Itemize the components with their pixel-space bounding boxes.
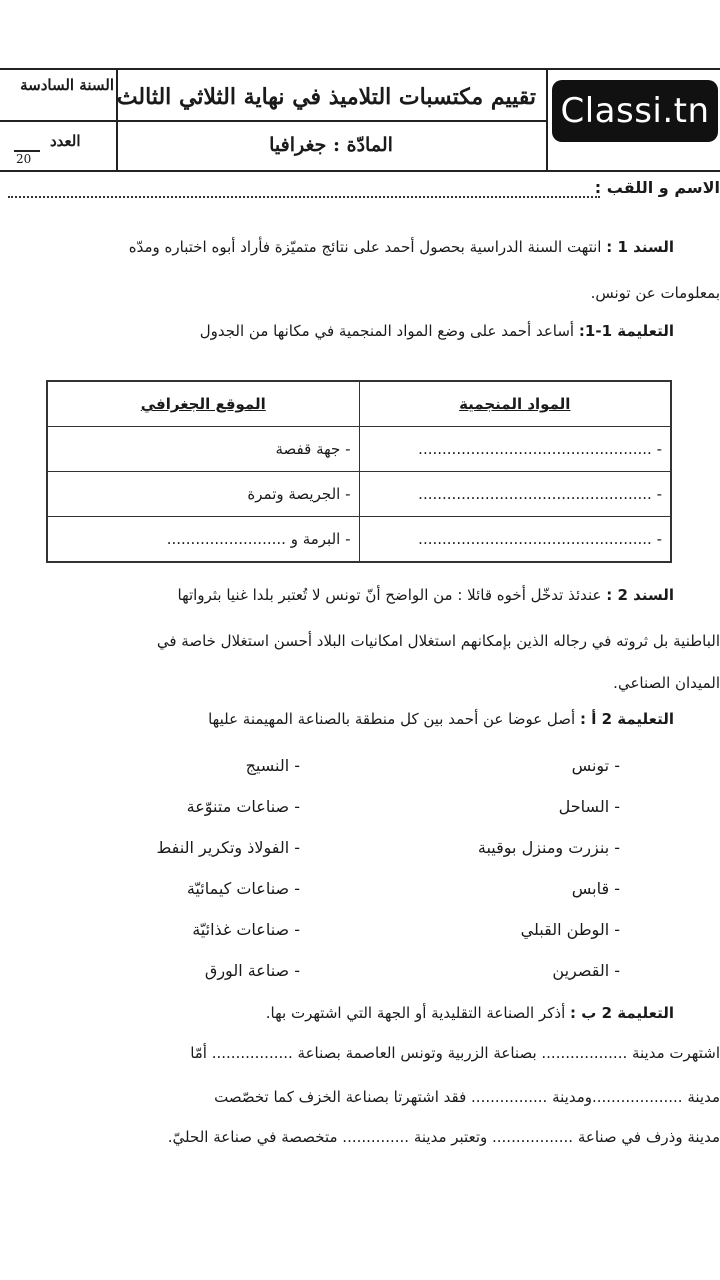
sanad2-label: السند 2 : xyxy=(606,586,674,604)
q2b-label: التعليمة 2 ب : xyxy=(570,1004,674,1022)
subject-label: المادّة : جغرافيا xyxy=(269,134,393,156)
q2a-text: أصل عوضا عن أحمد بين كل منطقة بالصناعة المهيمنة عليها xyxy=(208,710,576,728)
table-row xyxy=(47,517,671,563)
q2b-fill-line2[interactable]: مدينة ...................ومدينة ................ فقد اشتهرتا بصناعة الخزف كما تخصّصت xyxy=(214,1088,720,1106)
q2a-line xyxy=(208,710,674,728)
name-dotted-field[interactable] xyxy=(8,196,600,198)
region-item[interactable]: - تونس xyxy=(571,756,620,775)
region-item[interactable]: - قابس xyxy=(571,879,620,898)
industry-item[interactable]: - صناعات غذائيّة xyxy=(192,920,300,939)
industry-item[interactable]: - صناعات كيمائيّة xyxy=(186,879,300,898)
grade-label: السنة السادسة xyxy=(20,76,114,94)
header-border-mid xyxy=(0,120,548,122)
col-minerals-header: المواد المنجمية xyxy=(359,381,671,427)
q1-label: التعليمة 1-1: xyxy=(578,322,674,340)
classi-logo: Classi.tn xyxy=(552,80,718,142)
header-border-top xyxy=(0,68,720,70)
header-divider-right xyxy=(546,68,548,172)
industry-item[interactable]: - النسيج xyxy=(245,756,300,775)
region-item[interactable]: - القصرين xyxy=(552,961,620,980)
q1-text: أساعد أحمد على وضع المواد المنجمية في مكانها من الجدول xyxy=(199,322,575,340)
q2b-fill-line1[interactable]: اشتهرت مدينة .................. بصناعة الزربية وتونس العاصمة بصناعة ................. أمّا xyxy=(190,1044,720,1062)
sanad1-line1 xyxy=(0,238,674,256)
score-label: العدد xyxy=(50,132,81,150)
location-cell: - جهة قفصة xyxy=(47,427,359,472)
minerals-table xyxy=(46,380,672,563)
sanad1-text1: انتهت السنة الدراسية بحصول أحمد على نتائج متميّزة فأراد أبوه اختباره ومدّه xyxy=(128,238,602,256)
q1-line xyxy=(200,322,674,340)
sanad2-line1 xyxy=(178,586,674,604)
mineral-blank[interactable]: - ................................................. xyxy=(359,517,671,563)
table-header-row xyxy=(47,381,671,427)
q2b-fill-line3[interactable]: مدينة وذرف في صناعة ................. وتعتبر مدينة .............. متخصصة في صناعة الحليّ. xyxy=(167,1128,720,1146)
col-location-header: الموقع الجغرافي xyxy=(47,381,359,427)
industry-item[interactable]: - الفولاذ وتكرير النفط xyxy=(156,838,300,857)
location-cell[interactable]: - البرمة و ......................... xyxy=(47,517,359,563)
sanad2-text1: عندئذ تدخّل أخوه قائلا : من الواضح أنّ تونس لا تُعتبر بلدا غنيا بثرواتها xyxy=(177,586,602,604)
sanad2-line2: الباطنية بل ثروته في رجاله الذين بإمكانهم استغلال امكانيات البلاد أحسن استغلال خاصة في xyxy=(156,632,720,650)
region-item[interactable]: - الوطن القبلي xyxy=(520,920,620,939)
industry-item[interactable]: - صناعة الورق xyxy=(204,961,300,980)
header-border-bottom xyxy=(0,170,720,172)
mineral-blank[interactable]: - ................................................. xyxy=(359,427,671,472)
exam-title: تقييم مكتسبات التلاميذ في نهاية الثلاثي الثالث xyxy=(116,84,536,110)
q2a-label: التعليمة 2 أ : xyxy=(579,710,674,728)
table-row xyxy=(47,427,671,472)
name-label: الاسم و اللقب : xyxy=(594,178,720,197)
mineral-blank[interactable]: - ................................................. xyxy=(359,472,671,517)
region-item[interactable]: - الساحل xyxy=(558,797,620,816)
industry-item[interactable]: - صناعات متنوّعة xyxy=(186,797,300,816)
sanad1-line2: بمعلومات عن تونس. xyxy=(590,284,720,302)
sanad1-label: السند 1 : xyxy=(606,238,674,256)
q2b-text: أذكر الصناعة التقليدية أو الجهة التي اشتهرت بها. xyxy=(265,1004,566,1022)
region-item[interactable]: - بنزرت ومنزل بوقيبة xyxy=(477,838,620,857)
score-total: 20 xyxy=(16,152,32,166)
location-cell: - الجريصة وتمرة xyxy=(47,472,359,517)
table-row xyxy=(47,472,671,517)
q2b-line xyxy=(266,1004,674,1022)
sanad2-line3: الميدان الصناعي. xyxy=(613,674,720,692)
